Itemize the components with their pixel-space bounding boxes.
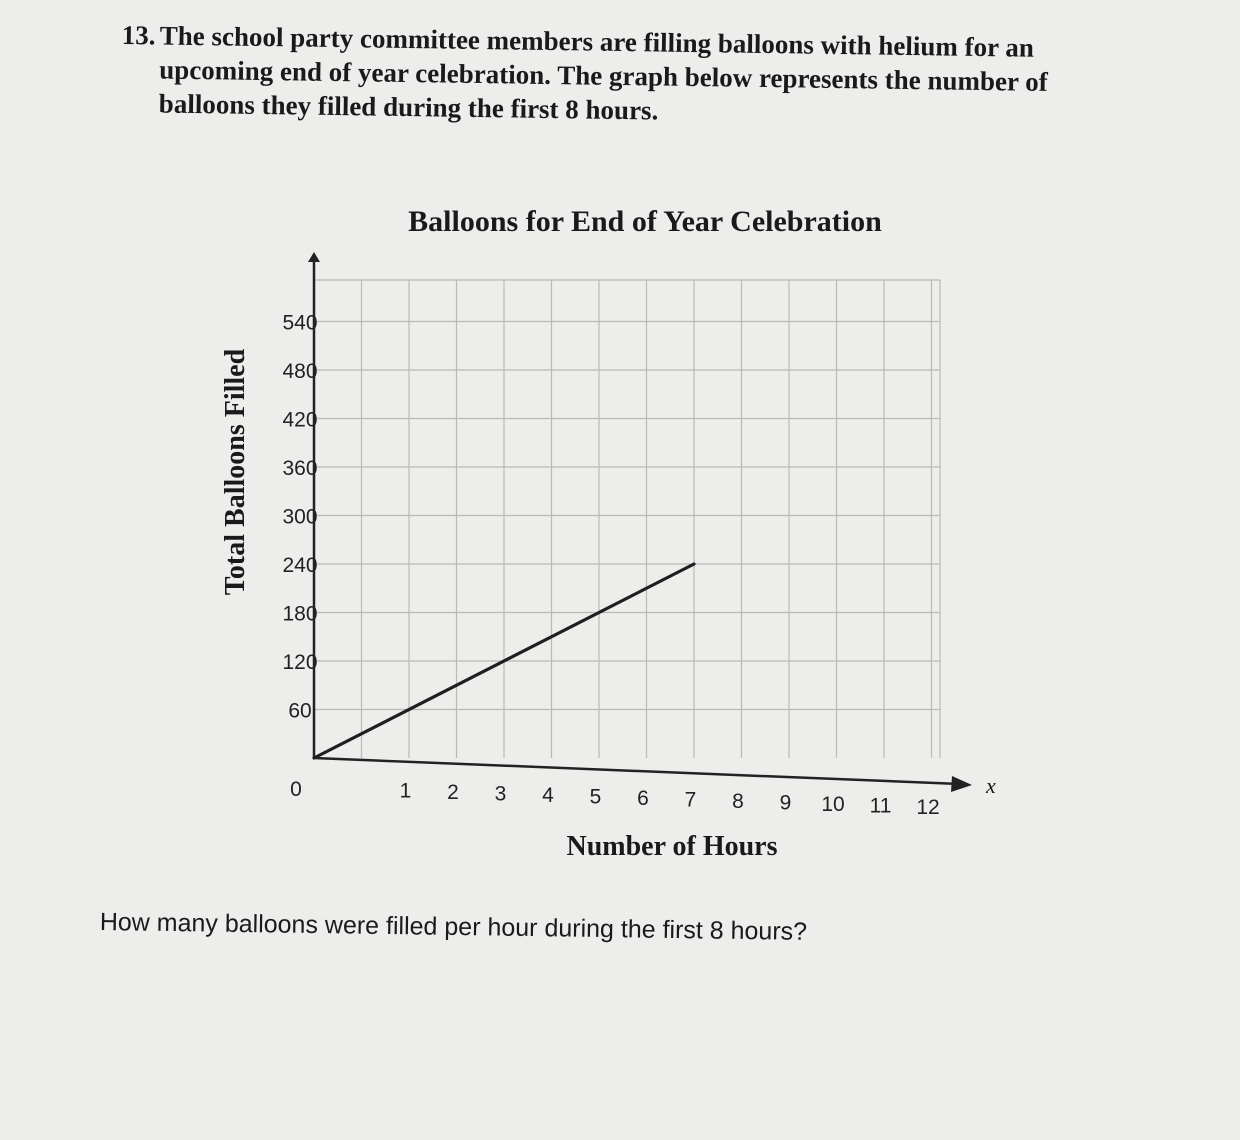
x-axis-label: Number of Hours: [566, 831, 778, 862]
y-tick-label: 240: [282, 554, 318, 577]
x-tick-label: 3: [494, 782, 507, 806]
question-text: How many balloons were filled per hour during the first 8 hours?: [99, 908, 808, 946]
x-tick-label: 8: [732, 790, 744, 813]
y-tick-label: 360: [282, 457, 318, 480]
y-axis-arrow: [308, 252, 320, 262]
x-tick-label: 11: [869, 794, 892, 818]
tick-labels: [282, 312, 939, 820]
y-tick-label: 120: [282, 651, 318, 674]
x-tick-label: 2: [447, 781, 459, 804]
x-tick-label: 1: [399, 779, 412, 803]
x-axis-symbol: x: [986, 773, 996, 798]
x-tick-label: 7: [684, 788, 697, 812]
problem-line-2: upcoming end of year celebration. The graph below represents the number of: [159, 54, 1048, 97]
y-tick-label: 540: [282, 311, 318, 335]
problem-line-1: 13. The school party committee members are filling balloons with helium for an: [121, 19, 1035, 63]
x-tick-label: 9: [779, 791, 792, 815]
problem-number: 13.: [121, 19, 156, 51]
x-tick-label: 6: [637, 787, 649, 810]
x-tick-label: 12: [916, 796, 940, 819]
x-tick-label: 5: [589, 785, 602, 809]
grid: [314, 280, 940, 758]
y-tick-label: 180: [282, 602, 318, 626]
x-axis-arrow: [951, 776, 972, 792]
problem-line-3: balloons they filled during the first 8 hours.: [158, 88, 659, 126]
x-tick-label: 0: [290, 778, 302, 801]
y-tick-label: 480: [282, 360, 318, 383]
chart-title: Balloons for End of Year Celebration: [408, 205, 882, 238]
y-tick-label: 60: [288, 699, 312, 723]
y-tick-label: 420: [282, 408, 318, 432]
x-tick-label: 4: [542, 784, 554, 807]
x-tick-label: 10: [821, 793, 845, 816]
y-tick-label: 300: [282, 505, 318, 529]
y-axis-label: Total Balloons Filled: [220, 348, 251, 596]
